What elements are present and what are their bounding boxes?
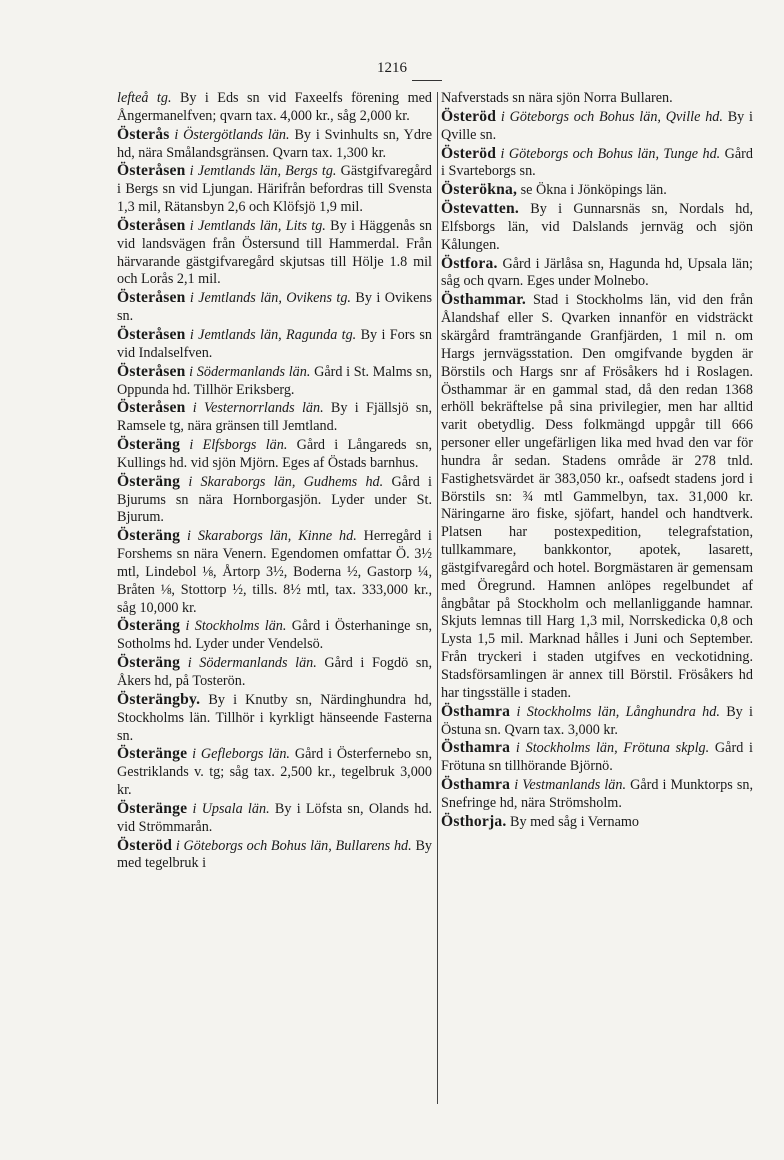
dictionary-entry (441, 145, 753, 182)
page-number-rule (412, 80, 442, 81)
entry-location: i Södermanlands län. (185, 363, 311, 380)
entry-location: i Vesternorrlands län. (185, 400, 324, 417)
entry-text: Gård i St. Malms sn, Oppunda hd. Tillhör Eriksberg. (117, 363, 432, 398)
entry-text: Gård i Österfernebo sn, Gestriklands v. tg; såg tax. 2,500 kr., tegelbruk 3,000 kr. (117, 746, 432, 799)
entry-location: i Södermanlands län. (180, 655, 317, 672)
entry-headword: Österängby. (117, 690, 201, 708)
dictionary-entry (117, 527, 432, 617)
entry-text: By i Häggenås sn vid landsvägen från Östersund till Hammerdal. Från härvarande gästgifvaregård skjutsas till Hölje 1.8 mil och Lorås 2,1 mil. (117, 217, 432, 288)
dictionary-entry (441, 291, 753, 702)
entry-location: i Jemtlands län, Ovikens tg. (185, 290, 351, 307)
entry-headword: Österäng (117, 617, 181, 635)
dictionary-entry (117, 473, 432, 528)
dictionary-entry (117, 363, 432, 400)
entry-text: Gård i Fogdö sn, Åkers hd, på Tosterön. (117, 655, 432, 689)
dictionary-entry (117, 90, 432, 126)
entry-headword: Österås (117, 125, 170, 143)
entry-text: By i Löfsta sn, Olands hd. vid Strömmarån. (117, 800, 432, 835)
dictionary-entry (441, 703, 753, 740)
entry-headword: Österäng (117, 527, 181, 545)
entry-location: i Vestmanlands län. (510, 777, 627, 794)
entry-headword: Österåsen (117, 216, 186, 234)
entry-headword: Österäng (117, 436, 181, 454)
entry-text: Stad i Stockholms län, vid den från Ålandshaf eller S. Qvarken innanför en vidsträckt skärgård framträngande Granfjärden, 1 mil n. om Hargs jernvägsstation. Den omgifvande bygden är Börstils och Hargs snr af Frösåkers hd i Roslagen. Östhammar är en gammal stad, då den redan 1368 erhöll bekräftelse på sina privilegier, men har alltid varit obetydlig. Dess folkmängd uppgår till 666 personer eller ungefärligen lika med hvad den var för hundra år sedan. Stadens område är 278 tnld. Fastighetsvärdet är 383,050 kr., oafsedt stadens jord i Börstils sn: ¾ mtl Gammelbyn, tax. 31,000 kr. Näringarne äro fiske, sjöfart, handel och handtverk. Platsen har postexpedition, telegrafstation, tullkammare, bankkontor, apotek, lasarett, gästgifvaregård och hotel. Borgmästaren är gemensam med Öregrund. Hamnen anlöpes regelbundet af ångbåtar på Stockholm och mellanliggande hamnar. Skjuts lemnas till Harg 1,3 mil, Norrskedicka 0,8 och Lysta 1,5 mil. Marknad hålles i Juni och September. Från tryckeri i staden utgifves en veckotidning. Stadsförsamlingen är annex till Börstil. Frösåkers hd har tingsställe i staden. (441, 292, 753, 701)
entry-headword: Österöd (441, 107, 497, 125)
dictionary-entry (441, 739, 753, 776)
dictionary-entry (441, 200, 753, 255)
entry-headword: Österäng (117, 472, 181, 490)
entry-text: Gård i Järlåsa sn, Hagunda hd, Upsala län; såg och qvarn. Eges under Molnebo. (441, 255, 753, 290)
entry-text: By i Svinhults sn, Ydre hd, nära Smålandsgränsen. Qvarn tax. 1,300 kr. (117, 126, 432, 161)
entry-text: By i Knutby sn, Närdinghundra hd, Stockholms län. Tillhör i kyrkligt hänseende Fasterna sn. (117, 691, 432, 744)
entry-location: i Skaraborgs län, Gudhems hd. (180, 473, 384, 490)
entry-headword: Österåsen (117, 325, 186, 343)
dictionary-entry (117, 217, 432, 289)
entry-headword: Österänge (117, 799, 188, 817)
entry-location: i Stockholms län, Långhundra hd. (510, 703, 720, 720)
entry-location: i Jemtlands län, Lits tg. (185, 217, 326, 234)
dictionary-entry (441, 108, 753, 145)
dictionary-entry (117, 399, 432, 436)
entry-location: i Skaraborgs län, Kinne hd. (180, 528, 357, 545)
entry-text: Gård i Svarteborgs sn. (441, 145, 753, 180)
entry-headword: Österåsen (117, 399, 186, 417)
dictionary-entry (117, 326, 432, 363)
dictionary-entry (441, 255, 753, 292)
entry-headword: Österänge (117, 745, 188, 763)
entry-location: i Jemtlands län, Ragunda tg. (185, 326, 357, 343)
entry-location: i Jemtlands län, Bergs tg. (185, 163, 337, 180)
entry-text: By i Qville sn. (441, 108, 753, 143)
dictionary-entry (117, 162, 432, 217)
dictionary-entry (441, 181, 753, 200)
entry-headword: Österåsen (117, 289, 186, 307)
entry-text: Gård i Munktorps sn, Snefringe hd, nära Strömsholm. (441, 777, 753, 811)
entry-headword: Östhamra (441, 739, 511, 757)
dictionary-entry (117, 654, 432, 691)
right-column (441, 90, 753, 832)
entry-location: i Göteborgs och Bohus län, Qville hd. (496, 108, 723, 125)
dictionary-entry (441, 813, 753, 832)
entry-location: i Elfsborgs län. (180, 437, 288, 454)
entry-text: By i Östuna sn. Qvarn tax. 3,000 kr. (441, 703, 753, 738)
entry-headword: Österåsen (117, 162, 186, 180)
entry-text: Nafverstads sn nära sjön Norra Bullaren. (441, 90, 673, 106)
entry-text: Gård i Österhaninge sn, Sotholms hd. Lyder under Vendelsö. (117, 618, 432, 653)
entry-text: By i Fors sn vid Indalselfven. (117, 326, 432, 361)
page-number: 1216 (377, 60, 407, 76)
entry-text: Gård i Långareds sn, Kullings hd. vid sjön Mjörn. Eges af Östads barnhus. (117, 437, 432, 471)
entry-location: i Upsala län. (187, 800, 270, 817)
dictionary-entry (117, 691, 432, 746)
entry-text: Gård i Bjurums sn nära Hornborgasjön. Lyder under St. Bjurum. (117, 473, 433, 526)
entry-headword: Österökna, (441, 181, 518, 199)
entry-text: se Ökna i Jönköpings län. (517, 182, 667, 199)
entry-text: By i Ovikens sn. (117, 290, 433, 325)
entry-location: i Göteborgs och Bohus län, Tunge hd. (496, 145, 721, 162)
entry-headword: Östfora. (441, 254, 498, 272)
entry-headword: Östhamra (441, 702, 511, 720)
entry-location: i Östergötlands län. (169, 126, 290, 143)
entry-headword: Östevatten. (441, 200, 519, 218)
entry-location: i Göteborgs och Bohus län, Bullarens hd. (172, 837, 412, 854)
entry-location: i Stockholms län, Frötuna skplg. (510, 740, 710, 757)
entry-text: By med såg i Vernamo (506, 813, 640, 830)
entry-text: By med tegelbruk i (117, 837, 432, 872)
entry-text: Herregård i Forshems sn nära Venern. Egendomen omfattar Ö. 3½ mtl, Lindebol ⅛, Årtorp 3½, Boderna ½, Gastorp ¼, Bråten ⅛, Stottorp ½, tills. 8½ mtl, tax. 333,000 kr., såg 10,000 kr. (117, 528, 432, 616)
entry-text: By i Gunnarsnäs sn, Nordals hd, Elfsborgs län, vid Dalslands jernväg och sjön Kålungen. (441, 201, 753, 253)
dictionary-entry (441, 90, 753, 108)
entry-text: Gård i Frötuna sn tillhörande Björnö. (441, 740, 753, 775)
dictionary-entry (117, 837, 432, 874)
entry-headword: Österöd (441, 144, 497, 162)
entry-location: i Stockholms län. (180, 618, 287, 635)
column-divider (437, 92, 438, 1104)
dictionary-entry (117, 126, 432, 163)
dictionary-entry (117, 800, 432, 837)
entry-headword: Östhammar. (441, 291, 527, 309)
entry-headword: Österåsen (117, 362, 186, 380)
entry-headword: Östhamra (441, 776, 511, 794)
dictionary-entry (117, 289, 432, 326)
dictionary-entry (441, 776, 753, 813)
dictionary-entry (117, 745, 432, 800)
left-column (117, 90, 432, 873)
entry-headword: Österäng (117, 654, 181, 672)
entry-location: i Gefleborgs län. (187, 746, 290, 763)
entry-text: By i Eds sn vid Faxeelfs förening med Ångermanelfven; qvarn tax. 4,000 kr., såg 2,000 kr. (117, 90, 432, 124)
entry-text: By i Fjällsjö sn, Ramsele tg, nära gränsen till Jemtland. (117, 400, 432, 435)
dictionary-entry (117, 617, 432, 654)
entry-text: Gästgifvaregård i Bergs sn vid Ljungan. Härifrån befordras till Svensta 1,3 mil, Rätansbyn 2,6 och Klöfsjö 1,9 mil. (117, 163, 432, 216)
entry-location: lefteå tg. (117, 90, 172, 106)
dictionary-entry (117, 436, 432, 473)
entry-headword: Östhorja. (441, 812, 507, 830)
entry-headword: Österöd (117, 836, 173, 854)
